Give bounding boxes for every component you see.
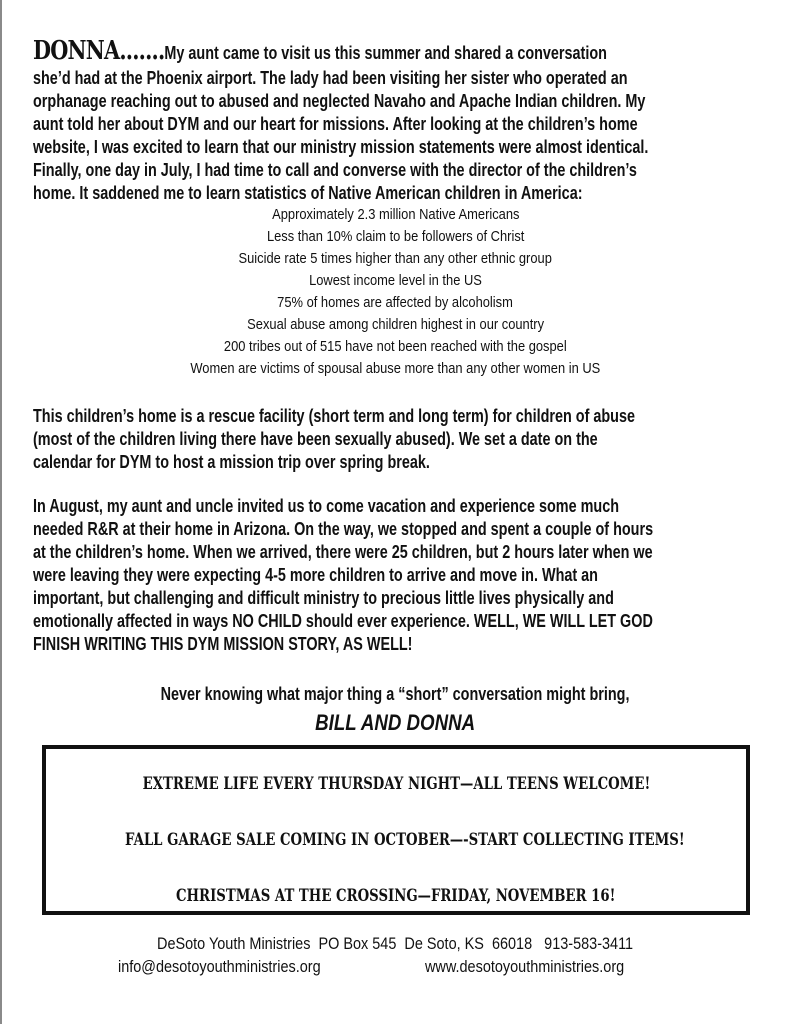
intro-line: home. It saddened me to learn statistics of Native American children in America:: [33, 183, 583, 203]
intro-line: she’d had at the Phoenix airport. The lady had been visiting her sister who operated an: [33, 68, 628, 88]
author-name: DONNA.......: [33, 36, 165, 66]
stat-item: 75% of homes are affected by alcoholism: [277, 294, 514, 311]
para3-line: emotionally affected in ways NO CHILD should ever experience. WELL, WE WILL LET GOD: [33, 611, 653, 631]
announcements-box: [42, 745, 750, 915]
para3-line: needed R&R at their home in Arizona. On the way, we stopped and spent a couple of hours: [33, 519, 654, 539]
closing-line: Never knowing what major thing a “short” conversation might bring,: [161, 684, 630, 704]
para3-line: FINISH WRITING THIS DYM MISSION STORY, AS WELL!: [33, 634, 413, 654]
stat-item: Women are victims of spousal abuse more than any other women in US: [190, 360, 601, 377]
signature: BILL AND DONNA: [315, 710, 476, 735]
para2-line: (most of the children living there have been sexually abused). We set a date on the: [33, 429, 598, 449]
intro-line: DONNA.......My aunt came to visit us this summer and shared a conversation: [33, 36, 607, 66]
stat-item: 200 tribes out of 515 have not been reached with the gospel: [224, 338, 567, 355]
intro-line: Finally, one day in July, I had time to call and converse with the director of the children’s: [33, 160, 637, 180]
stat-item: Less than 10% claim to be followers of Christ: [266, 228, 525, 245]
intro-line: orphanage reaching out to abused and neglected Navaho and Apache Indian children. My: [33, 91, 646, 111]
stat-item: Suicide rate 5 times higher than any other ethnic group: [238, 250, 553, 267]
para3-line: at the children’s home. When we arrived, there were 25 children, but 2 hours later when we: [33, 542, 653, 562]
footer-address: DeSoto Youth Ministries PO Box 545 De Soto, KS 66018 913-583-3411: [157, 934, 634, 953]
intro-line: aunt told her about DYM and our heart for missions. After looking at the children’s home: [33, 114, 638, 134]
stat-item: Sexual abuse among children highest in our country: [247, 316, 544, 333]
footer-email[interactable]: info@desotoyouthministries.org: [118, 957, 321, 976]
announcement: EXTREME LIFE EVERY THURSDAY NIGHT—ALL TEENS WELCOME!: [142, 774, 650, 794]
page-edge: [0, 0, 2, 1024]
announcement: FALL GARAGE SALE COMING IN OCTOBER—-START COLLECTING ITEMS!: [124, 830, 685, 850]
stat-item: Lowest income level in the US: [309, 272, 482, 289]
intro-line: website, I was excited to learn that our ministry mission statements were almost identical.: [33, 137, 649, 157]
announcement: CHRISTMAS AT THE CROSSING—FRIDAY, NOVEMBER 16!: [176, 886, 616, 906]
para2-line: This children’s home is a rescue facility (short term and long term) for children of abuse: [33, 406, 635, 426]
para3-line: important, but challenging and difficult ministry to precious little lives physically and: [33, 588, 614, 608]
stat-item: Approximately 2.3 million Native Americans: [271, 206, 520, 223]
footer-website[interactable]: www.desotoyouthministries.org: [425, 957, 625, 976]
para3-line: In August, my aunt and uncle invited us to come vacation and experience some much: [33, 496, 619, 516]
para3-line: were leaving they were expecting 4-5 more children to arrive and move in. What an: [33, 565, 598, 585]
para2-line: calendar for DYM to host a mission trip over spring break.: [33, 452, 430, 472]
